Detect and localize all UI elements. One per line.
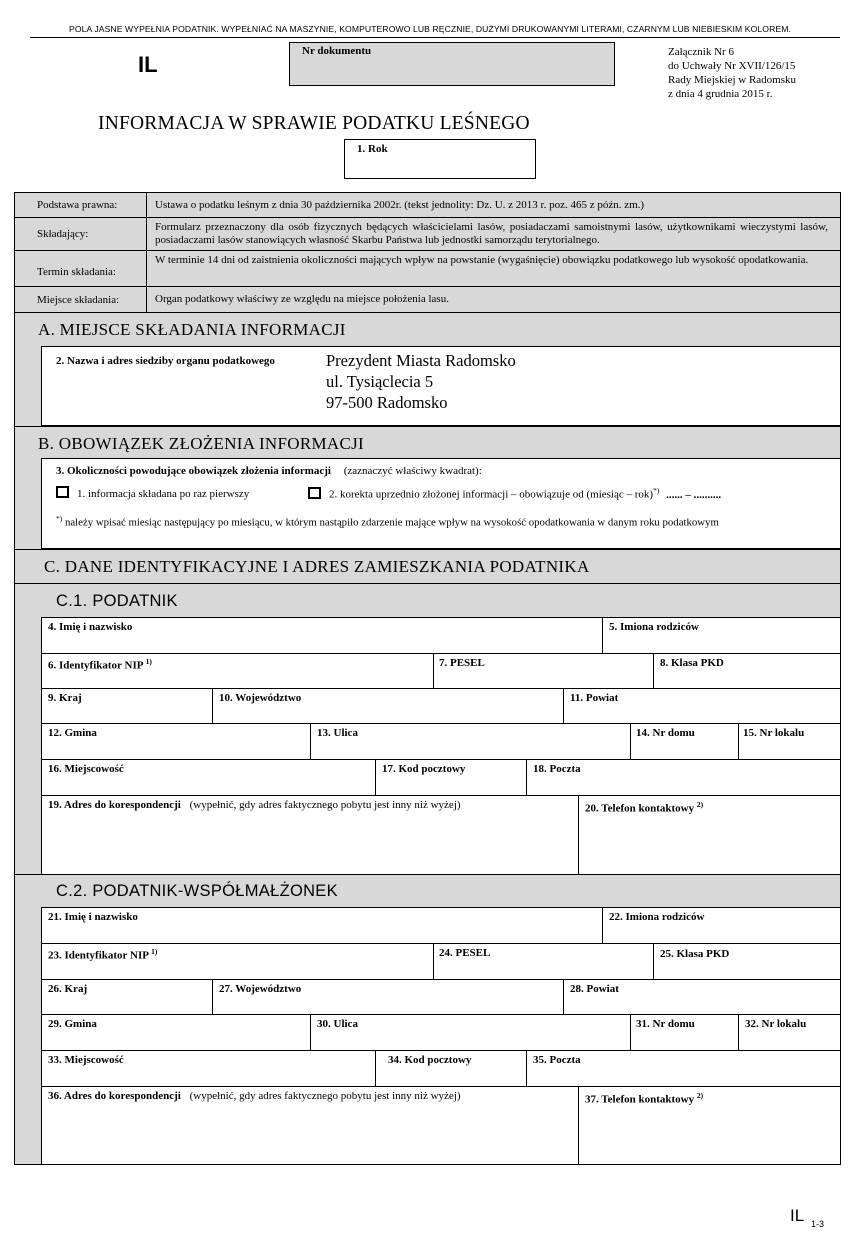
grid-line [310,723,311,759]
spouse-post-office-field[interactable]: 35. Poczta [533,1054,581,1066]
grid-line [563,979,564,1014]
grid-line [630,1014,631,1050]
obligation-label-row [56,465,482,477]
postal-code-field[interactable]: 17. Kod pocztowy [382,763,466,775]
address-line: Prezydent Miasta Radomsko [326,351,516,370]
option-label: 2. korekta uprzednio złożonej informacji – obowiązuje od (miesiąc – rok) [329,488,654,501]
year-label: 1. Rok [357,143,388,155]
country-field[interactable]: 9. Kraj [48,692,82,704]
spouse-county-field[interactable]: 28. Powiat [570,983,619,995]
grid-line [433,943,434,979]
house-number-field[interactable]: 14. Nr domu [636,727,695,739]
grid-line [41,759,840,760]
post-office-field[interactable]: 18. Poczta [533,763,581,775]
correspondence-label: 19. Adres do korespondencji [48,799,181,811]
annex-block [668,45,796,101]
info-label: Podstawa prawna: [37,199,118,211]
footnote-mark: 1) [151,947,158,956]
pesel-field[interactable]: 7. PESEL [439,657,485,669]
info-label: Termin składania: [37,265,116,278]
spouse-house-number-field[interactable]: 31. Nr domu [636,1018,695,1030]
c1-grid [41,617,840,874]
info-value: Formularz przeznaczony dla osób fizycznych będących właścicielami lasów, posiadaczami samoistnymi lasów, użytkownikami wieczystymi lasów, posiadaczami lasów stanowiących własność Skarbu Państwa lub jednostki samorządu terytorialnego. [146,218,840,250]
footnote-mark: *) [653,486,660,495]
info-row-deadline [15,251,840,287]
divider [15,583,840,584]
parents-names-field[interactable]: 5. Imiona rodziców [609,621,699,633]
info-row-legal-basis [15,193,840,218]
full-name-field[interactable]: 4. Imię i nazwisko [48,621,133,633]
info-value: W terminie 14 dni od zaistnienia okoliczności mających wpływ na powstanie (wygaśnięcie) obowiązku podatkowego lub wysokość opodatkowania. [146,251,840,286]
footnote-text: należy wpisać miesiąc następujący po miesiącu, w którym nastąpiło zdarzenie mające wpływ na wysokość opodatkowania w danym roku podatkowym [64,516,719,529]
footnote-mark: 2) [696,800,704,809]
info-row-place [15,287,840,313]
top-rule [30,37,840,38]
nip-field[interactable] [48,657,152,672]
phone-field[interactable] [585,800,703,815]
section-b-title: B. OBOWIĄZEK ZŁOŻENIA INFORMACJI [38,434,364,453]
spouse-country-field[interactable]: 26. Kraj [48,983,88,995]
page-number: 1-3 [811,1219,825,1229]
grid-line [526,759,527,795]
footnote [56,514,719,529]
grid-line [578,1086,579,1164]
section-a-title: A. MIEJSCE SKŁADANIA INFORMACJI [38,320,346,339]
grid-line [375,1050,376,1086]
grid-line [526,1050,527,1086]
spouse-pesel-field[interactable]: 24. PESEL [439,947,491,959]
footnote-mark: *) [56,514,63,523]
spouse-phone-field[interactable] [585,1091,703,1106]
grid-line [41,979,840,980]
grid-line [15,874,840,875]
divider [15,549,840,550]
grid-line [578,795,579,874]
spouse-locality-field[interactable]: 33. Miejscowość [48,1054,124,1066]
grid-line [375,759,376,795]
page-title: INFORMACJA W SPRAWIE PODATKU LEŚNEGO [98,113,530,134]
info-label: Miejsce składania: [37,293,120,306]
phone-label: 20. Telefon kontaktowy [585,802,695,815]
address-line: 97-500 Radomsko [326,393,448,412]
grid-line [41,943,840,944]
grid-line [41,688,840,689]
grid-line [433,653,434,688]
section-c2-title: C.2. PODATNIK-WSPÓŁMAŁŻONEK [56,882,338,900]
annex-line: Załącznik Nr 6 [668,46,734,58]
spouse-postal-code-field[interactable]: 34. Kod pocztowy [388,1054,472,1066]
spouse-parents-names-field[interactable]: 22. Imiona rodziców [609,911,705,923]
county-field[interactable]: 11. Powiat [570,692,619,704]
annex-line: z dnia 4 grudnia 2015 r. [668,88,773,100]
apartment-number-field[interactable]: 15. Nr lokalu [743,727,805,739]
option-first-submission[interactable] [56,486,249,500]
form-code: IL [138,52,158,77]
grid-line [41,723,840,724]
annex-line: Rady Miejskiej w Radomsku [668,74,797,86]
street-field[interactable]: 13. Ulica [317,727,358,739]
voivodeship-field[interactable]: 10. Województwo [219,692,302,704]
nip-label: 23. Identyfikator NIP [48,949,149,962]
grid-line [41,653,840,654]
grid-line [41,1014,840,1015]
grid-line [738,1014,739,1050]
grid-line [738,723,739,759]
locality-field[interactable]: 16. Miejscowość [48,763,124,775]
tax-office-label: 2. Nazwa i adres siedziby organu podatkowego [56,355,275,367]
grid-line [41,795,840,796]
grid-line [41,1086,840,1087]
checkbox-icon[interactable] [56,486,69,498]
phone-label: 37. Telefon kontaktowy [585,1093,695,1106]
footer-form-code: IL [790,1206,805,1225]
annex-line: do Uchwały Nr XVII/126/15 [668,60,796,72]
grid-line [212,688,213,723]
doc-number-field[interactable] [289,42,615,86]
grid-line [212,979,213,1014]
obligation-hint: (zaznaczyć właściwy kwadrat): [343,465,482,477]
section-c1-title: C.1. PODATNIK [56,592,178,610]
municipality-field[interactable]: 12. Gmina [48,727,97,739]
spouse-correspondence-address-field[interactable] [48,1090,461,1102]
spouse-street-field[interactable]: 30. Ulica [317,1018,358,1030]
info-value: Organ podatkowy właściwy ze względu na miejsce położenia lasu. [146,287,840,312]
spouse-municipality-field[interactable]: 29. Gmina [48,1018,97,1030]
spouse-apartment-number-field[interactable]: 32. Nr lokalu [745,1018,807,1030]
correspondence-address-field[interactable] [48,799,461,811]
doc-number-label: Nr dokumentu [302,45,372,57]
info-label: Składający: [37,228,89,240]
correspondence-label: 36. Adres do korespondencji [48,1090,181,1102]
footnote-mark: 2) [696,1091,704,1100]
info-value: Ustawa o podatku leśnym z dnia 30 października 2002r. (tekst jednolity: Dz. U. z 2013 r. poz. 465 z późn. zm.) [146,193,840,217]
spouse-full-name-field[interactable]: 21. Imię i nazwisko [48,911,138,923]
grid-line [630,723,631,759]
grid-line [602,907,603,943]
grid-line [563,688,564,723]
pkd-field[interactable]: 8. Klasa PKD [660,657,724,669]
grid-line [653,653,654,688]
grid-line [602,617,603,653]
c2-grid [41,907,840,1164]
tax-office-address [326,350,516,413]
correspondence-note: (wypełnić, gdy adres faktycznego pobytu jest inny niż wyżej) [189,1090,461,1102]
section-c-title: C. DANE IDENTYFIKACYJNE I ADRES ZAMIESZKANIA PODATNIKA [44,557,590,576]
spouse-voivodeship-field[interactable]: 27. Województwo [219,983,302,995]
option-correction[interactable] [308,486,721,501]
checkbox-icon[interactable] [308,487,321,499]
spouse-nip-field[interactable] [48,947,157,962]
footnote-mark: 1) [145,657,152,666]
grid-line [310,1014,311,1050]
address-line: ul. Tysiąclecia 5 [326,372,434,391]
info-row-submitter [15,218,840,251]
spouse-pkd-field[interactable]: 25. Klasa PKD [660,948,730,960]
grid-line [41,1050,840,1051]
obligation-label: 3. Okoliczności powodujące obowiązek złożenia informacji [56,465,331,477]
grid-line [653,943,654,979]
nip-label: 6. Identyfikator NIP [48,659,143,672]
correction-date-field[interactable]: ...... – .......... [666,488,722,501]
year-field[interactable] [344,139,536,179]
divider [15,426,840,427]
top-note: POLA JASNE WYPEŁNIA PODATNIK. WYPEŁNIAĆ NA MASZYNIE, KOMPUTEROWO LUB RĘCZNIE, DUŻYMI DRUKOWANYMI LITERAMI, CZARNYM LUB NIEBIESKIM KOLOREM. [69,24,791,34]
correspondence-note: (wypełnić, gdy adres faktycznego pobytu jest inny niż wyżej) [189,799,461,811]
option-label: 1. informacja składana po raz pierwszy [77,488,250,500]
